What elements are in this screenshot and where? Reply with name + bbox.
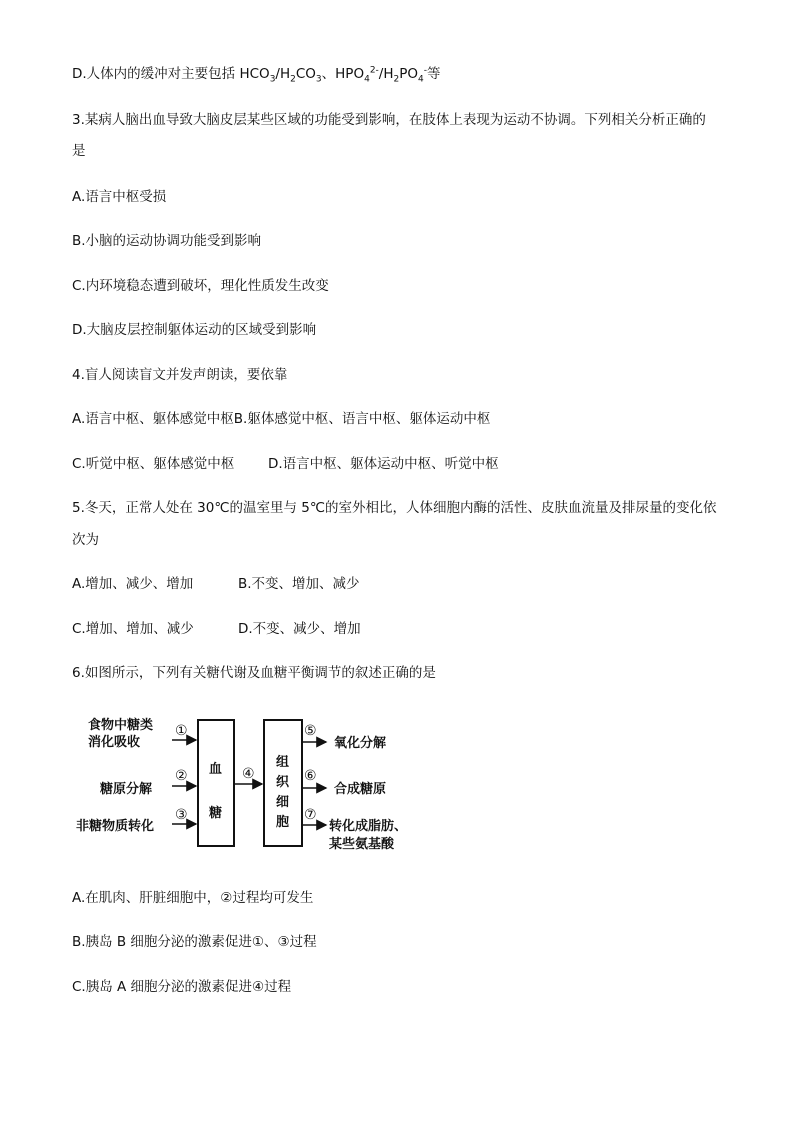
source1-line2: 消化吸收 — [88, 735, 141, 750]
q4-option-a: A.语言中枢、躯体感觉中枢 — [72, 411, 234, 427]
q3-option-a: A.语言中枢受损 — [72, 189, 167, 205]
q4-option-c: C.听觉中枢、躯体感觉中枢 — [72, 456, 235, 472]
source2-label: 糖原分解 — [100, 782, 153, 797]
blood-sugar-box — [198, 720, 234, 846]
q6-option-a: A.在肌肉、肝脏细胞中，②过程均可发生 — [72, 890, 314, 906]
q2-option-d-text: CO — [295, 66, 316, 82]
subscript: 3 — [269, 74, 276, 85]
subscript: 2 — [393, 74, 400, 85]
q2-option-d — [72, 64, 441, 84]
q3-option-b: B.小脑的运动协调功能受到影响 — [72, 233, 262, 249]
q5-stem-line1: 5.冬天，正常人处在 30℃的温室里与 5℃的室外相比，人体细胞内酶的活性、皮肤血流量及排尿量的变化依 — [72, 500, 717, 516]
q3-option-d: D.大脑皮层控制躯体运动的区域受到影响 — [72, 322, 317, 338]
q2-option-d-text: /H — [378, 66, 394, 82]
q3-stem-line2: 是 — [72, 143, 86, 159]
q6-option-b: B.胰岛 B 细胞分泌的激素促进①、③过程 — [72, 934, 317, 950]
subscript: 4 — [364, 74, 370, 85]
tissue-cell-label-4: 胞 — [276, 815, 290, 830]
q6-option-c: C.胰岛 A 细胞分泌的激素促进④过程 — [72, 979, 292, 995]
tissue-cell-label-1: 组 — [276, 755, 290, 770]
step-6-number: ⑥ — [304, 768, 317, 784]
q3-stem-line1: 3.某病人脑出血导致大脑皮层某些区域的功能受到影响，在肢体上表现为运动不协调。下列相关分析正确的 — [72, 112, 706, 128]
q4-options-row1 — [72, 409, 490, 429]
source1-line1: 食物中糖类 — [88, 718, 154, 733]
tissue-cell-label-3: 细 — [276, 795, 290, 810]
output7-line1: 转化成脂肪、 — [329, 819, 408, 834]
blood-sugar-diagram — [72, 712, 432, 862]
q5-option-d: D.不变、减少、增加 — [238, 621, 361, 637]
output7-line2: 某些氨基酸 — [329, 837, 395, 852]
q2-option-d-text: D.人体内的缓冲对主要包括 HCO — [72, 66, 270, 82]
blood-sugar-label-1: 血 — [209, 762, 223, 777]
subscript: 2 — [290, 74, 296, 85]
q5-option-c: C.增加、增加、减少 — [72, 621, 194, 637]
subscript: 3 — [315, 74, 322, 85]
q2-option-d-text: /H — [275, 66, 291, 82]
superscript: 2- — [369, 65, 379, 76]
q3-option-c: C.内环境稳态遭到破坏，理化性质发生改变 — [72, 278, 329, 294]
blood-sugar-label-2: 糖 — [209, 806, 223, 821]
q6-stem: 6.如图所示，下列有关糖代谢及血糖平衡调节的叙述正确的是 — [72, 665, 436, 681]
q4-option-d: D.语言中枢、躯体运动中枢、听觉中枢 — [268, 456, 499, 472]
superscript: - — [423, 65, 427, 76]
subscript: 4 — [418, 74, 424, 85]
step-2-number: ② — [175, 768, 188, 784]
step-1-number: ① — [175, 723, 188, 739]
q4-stem: 4.盲人阅读盲文并发声朗读，要依靠 — [72, 367, 288, 383]
q4-options-row2 — [72, 454, 234, 474]
q5-option-a: A.增加、减少、增加 — [72, 576, 194, 592]
q4-option-b: B.躯体感觉中枢、语言中枢、躯体运动中枢 — [233, 411, 491, 427]
output6-label: 合成糖原 — [334, 782, 387, 797]
source3-label: 非糖物质转化 — [76, 819, 155, 834]
step-7-number: ⑦ — [304, 807, 317, 823]
tissue-cell-label-2: 织 — [276, 775, 290, 790]
q2-option-d-text: 等 — [427, 66, 441, 82]
q5-option-b: B.不变、增加、减少 — [238, 576, 360, 592]
q2-option-d-text: PO — [399, 66, 419, 82]
step-4-number: ④ — [242, 766, 255, 782]
q2-option-d-text: 、HPO — [321, 66, 365, 82]
step-5-number: ⑤ — [304, 723, 317, 739]
q5-stem-line2: 次为 — [72, 532, 99, 548]
output5-label: 氧化分解 — [334, 736, 387, 751]
step-3-number: ③ — [175, 807, 188, 823]
